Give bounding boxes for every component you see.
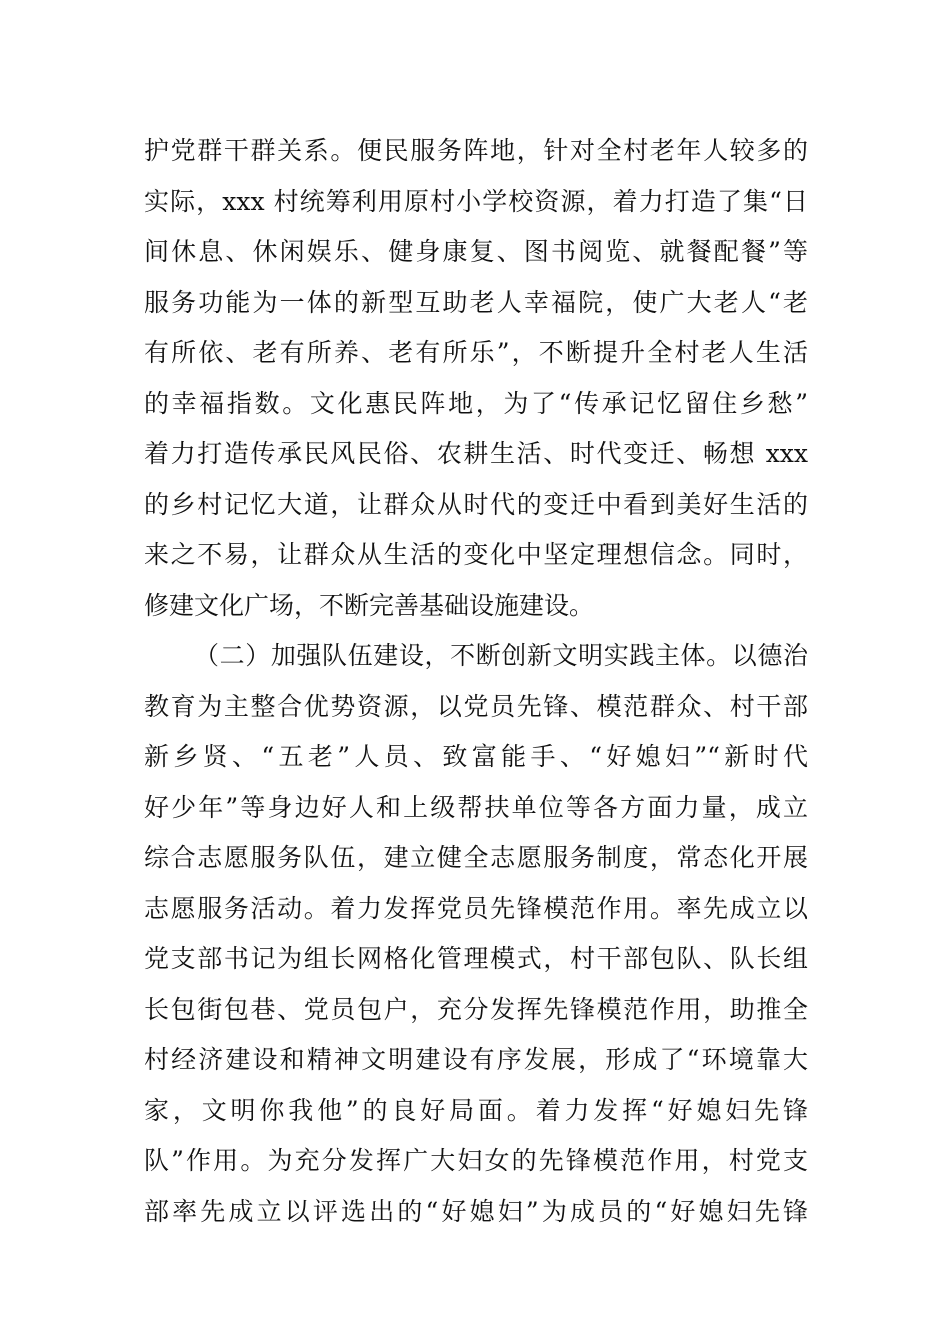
text-line: 新乡贤、“五老”人员、致富能手、“好媳妇”“新时代 [144, 742, 808, 771]
text-line: 来之不易，让群众从生活的变化中坚定理想信念。同时， [144, 540, 808, 569]
text-line: 志愿服务活动。着力发挥党员先锋模范作用。率先成立以 [144, 893, 808, 923]
text-line: 服务功能为一体的新型互助老人幸福院，使广大老人“老 [144, 287, 808, 317]
section-heading-line: （二）加强队伍建设，不断创新文明实践主体。以德治 [194, 641, 808, 670]
text-line: 党支部书记为组长网格化管理模式，村干部包队、队长组 [144, 944, 808, 973]
text-line: 的乡村记忆大道，让群众从时代的变迁中看到美好生活的 [144, 489, 808, 519]
text-line: 综合志愿服务队伍，建立健全志愿服务制度，常态化开展 [144, 843, 808, 872]
paragraph-end-line: 修建文化广场，不断完善基础设施建设。 [144, 590, 595, 620]
text-line: 队”作用。为充分发挥广大妇女的先锋模范作用，村党支 [144, 1146, 808, 1175]
text-line: 教育为主整合优势资源，以党员先锋、模范群众、村干部 [144, 691, 808, 721]
text-line: 护党群干群关系。便民服务阵地，针对全村老年人较多的 [144, 136, 808, 165]
text-line: 好少年”等身边好人和上级帮扶单位等各方面力量，成立 [144, 792, 808, 822]
text-line: 间休息、休闲娱乐、健身康复、图书阅览、就餐配餐”等 [144, 237, 808, 266]
text-line: 村经济建设和精神文明建设有序发展，形成了“环境靠大 [144, 1045, 808, 1074]
body-text [144, 126, 808, 1237]
text-line: 着力打造传承民风民俗、农耕生活、时代变迁、畅想 xxx [144, 439, 808, 468]
text-line: 的幸福指数。文化惠民阵地，为了“传承记忆留住乡愁” [144, 388, 808, 418]
text-line: 有所依、老有所养、老有所乐”，不断提升全村老人生活 [144, 338, 808, 367]
text-line: 实际，xxx 村统筹利用原村小学校资源，着力打造了集“日 [144, 186, 808, 216]
text-line: 家，文明你我他”的良好局面。着力发挥“好媳妇先锋 [144, 1095, 808, 1125]
text-line: 部率先成立以评选出的“好媳妇”为成员的“好媳妇先锋 [144, 1196, 808, 1226]
text-line: 长包街包巷、党员包户，充分发挥先锋模范作用，助推全 [144, 994, 808, 1024]
